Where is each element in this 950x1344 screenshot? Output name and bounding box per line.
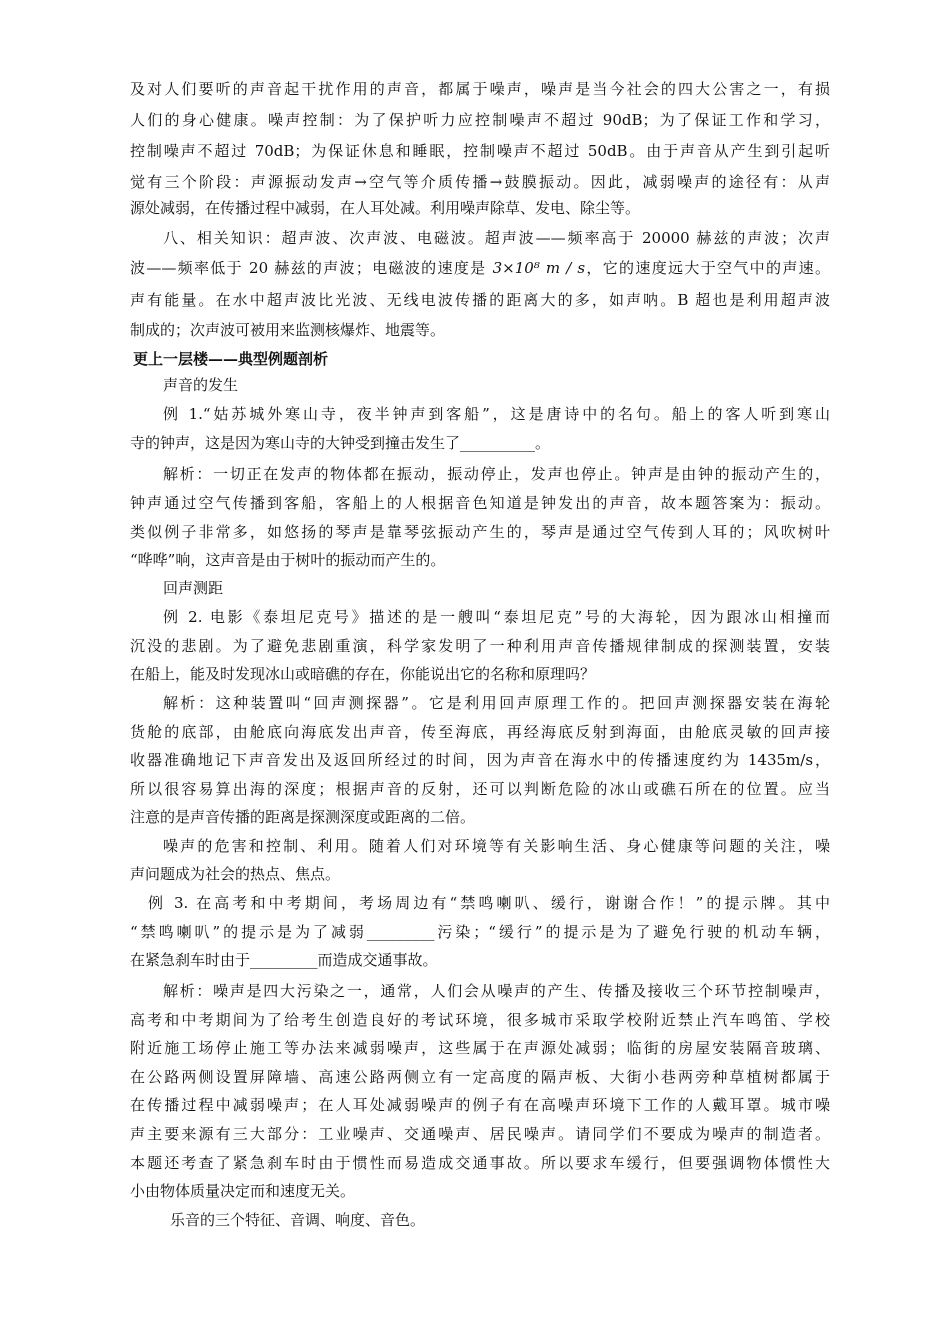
paragraph-line: 人们的身心健康。噪声控制：为了保护听力应控制噪声不超过 90dB；为了保证工作和学习， [130, 111, 830, 129]
paragraph-line: 解析：一切正在发声的物体都在振动，振动停止，发声也停止。钟声是由钟的振动产生的， [163, 465, 830, 483]
paragraph-line: 声有能量。在水中超声波比光波、无线电波传播的距离大的多，如声呐。B 超也是利用超声波 [130, 291, 830, 309]
paragraph-line: 乐音的三个特征、音调、响度、音色。 [170, 1211, 426, 1229]
paragraph-line: 货舱的底部，由舱底向海底发出声音，传至海底，再经海底反射到海面，由舱底灵敏的回声接 [130, 723, 830, 741]
paragraph-line: 例 2. 电影《泰坦尼克号》描述的是一艘叫“泰坦尼克”号的大海轮，因为跟冰山相撞而 [163, 608, 830, 626]
paragraph-line: 例 3. 在高考和中考期间，考场周边有“禁鸣喇叭、缓行，谢谢合作！”的提示牌。其中 [148, 894, 830, 912]
paragraph-line: 觉有三个阶段：声源振动发声→空气等介质传播→鼓膜振动。因此，减弱噪声的途径有：从声 [130, 173, 830, 191]
paragraph-line: “哗哗”响，这声音是由于树叶的振动而产生的。 [130, 551, 446, 569]
paragraph-line: 解析：这种装置叫“回声测探器”。它是利用回声原理工作的。把回声测探器安装在海轮 [163, 694, 830, 712]
paragraph-line: 回声测距 [163, 579, 224, 597]
paragraph-line: 在紧急刹车时由于_________而造成交通事故。 [130, 951, 438, 969]
paragraph-line: 沉没的悲剧。为了避免悲剧重演，科学家发明了一种利用声音传播规律制成的探测装置，安装 [130, 637, 830, 655]
paragraph-line: 控制噪声不超过 70dB；为保证休息和睡眠，控制噪声不超过 50dB。由于声音从产生到引起听 [130, 142, 830, 160]
paragraph-line: 源处减弱，在传播过程中减弱，在人耳处减。利用噪声除草、发电、除尘等。 [130, 199, 641, 217]
paragraph-line: 注意的是声音传播的距离是探测深度或距离的二倍。 [130, 808, 476, 826]
paragraph-line: 小由物体质量决定而和速度无关。 [130, 1182, 356, 1200]
text-segment: ，它的速度远大于空气中的声速。 [585, 259, 830, 277]
paragraph-line: 例 1.“姑苏城外寒山寺，夜半钟声到客船”，这是唐诗中的名句。船上的客人听到寒山 [163, 405, 830, 423]
paragraph-line: 附近施工场停止施工等办法来减弱噪声，这些属于在声源处减弱；临街的房屋安装隔音玻璃、 [130, 1039, 830, 1057]
text-segment: 波——频率低于 20 赫兹的声波；电磁波的速度是 [130, 259, 493, 277]
paragraph-line: 声问题成为社会的热点、焦点。 [130, 865, 341, 883]
paragraph-line: 本题还考查了紧急刹车时由于惯性而易造成交通事故。所以要求车缓行，但要强调物体惯性大 [130, 1154, 830, 1172]
paragraph-line: 在公路两侧设置屏障墙、高速公路两侧立有一定高度的隔声板、大街小巷两旁种草植树都属于 [130, 1068, 830, 1086]
paragraph-line: 在传播过程中减弱噪声；在人耳处减弱噪声的例子有在高噪声环境下工作的人戴耳罩。城市噪 [130, 1096, 830, 1114]
paragraph-line: 高考和中考期间为了给考生创造良好的考试环境，很多城市采取学校附近禁止汽车鸣笛、学校 [130, 1011, 830, 1029]
paragraph-line: “禁鸣喇叭”的提示是为了减弱_________污染；“缓行”的提示是为了避免行驶的机动车辆， [130, 923, 830, 941]
paragraph-line: 八、相关知识：超声波、次声波、电磁波。超声波——频率高于 20000 赫兹的声波；次声 [163, 229, 830, 247]
paragraph-line: 解析：噪声是四大污染之一，通常，人们会从噪声的产生、传播及接收三个环节控制噪声， [163, 982, 830, 1000]
paragraph-line: 钟声通过空气传播到客船，客船上的人根据音色知道是钟发出的声音，故本题答案为：振动。 [130, 494, 830, 512]
paragraph-line: 所以很容易算出海的深度；根据声音的反射，还可以判断危险的冰山或礁石所在的位置。应当 [130, 780, 830, 798]
paragraph-line: 声主要来源有三大部分：工业噪声、交通噪声、居民噪声。请同学们不要成为噪声的制造者。 [130, 1125, 830, 1143]
paragraph-line [130, 258, 830, 280]
paragraph-line: 制成的；次声波可被用来监测核爆炸、地震等。 [130, 321, 446, 339]
paragraph-line: 寺的钟声，这是因为寒山寺的大钟受到撞击发生了__________。 [130, 434, 551, 452]
paragraph-line: 类似例子非常多，如悠扬的琴声是靠琴弦振动产生的，琴声是通过空气传到人耳的；风吹树叶 [130, 523, 830, 541]
paragraph-line: 及对人们要听的声音起干扰作用的声音，都属于噪声，噪声是当今社会的四大公害之一，有损 [130, 80, 830, 98]
paragraph-line: 声音的发生 [163, 376, 239, 394]
paragraph-line: 在船上，能及时发现冰山或暗礁的存在，你能说出它的名称和原理吗？ [130, 665, 596, 683]
paragraph-line: 收器准确地记下声音发出及返回所经过的时间，因为声音在海水中的传播速度约为 1435m/s， [130, 751, 830, 769]
math-formula: 3×10⁸ m / s [492, 259, 586, 277]
section-heading: 更上一层楼——典型例题剖析 [133, 350, 329, 368]
paragraph-line: 噪声的危害和控制、利用。随着人们对环境等有关影响生活、身心健康等问题的关注，噪 [163, 837, 830, 855]
